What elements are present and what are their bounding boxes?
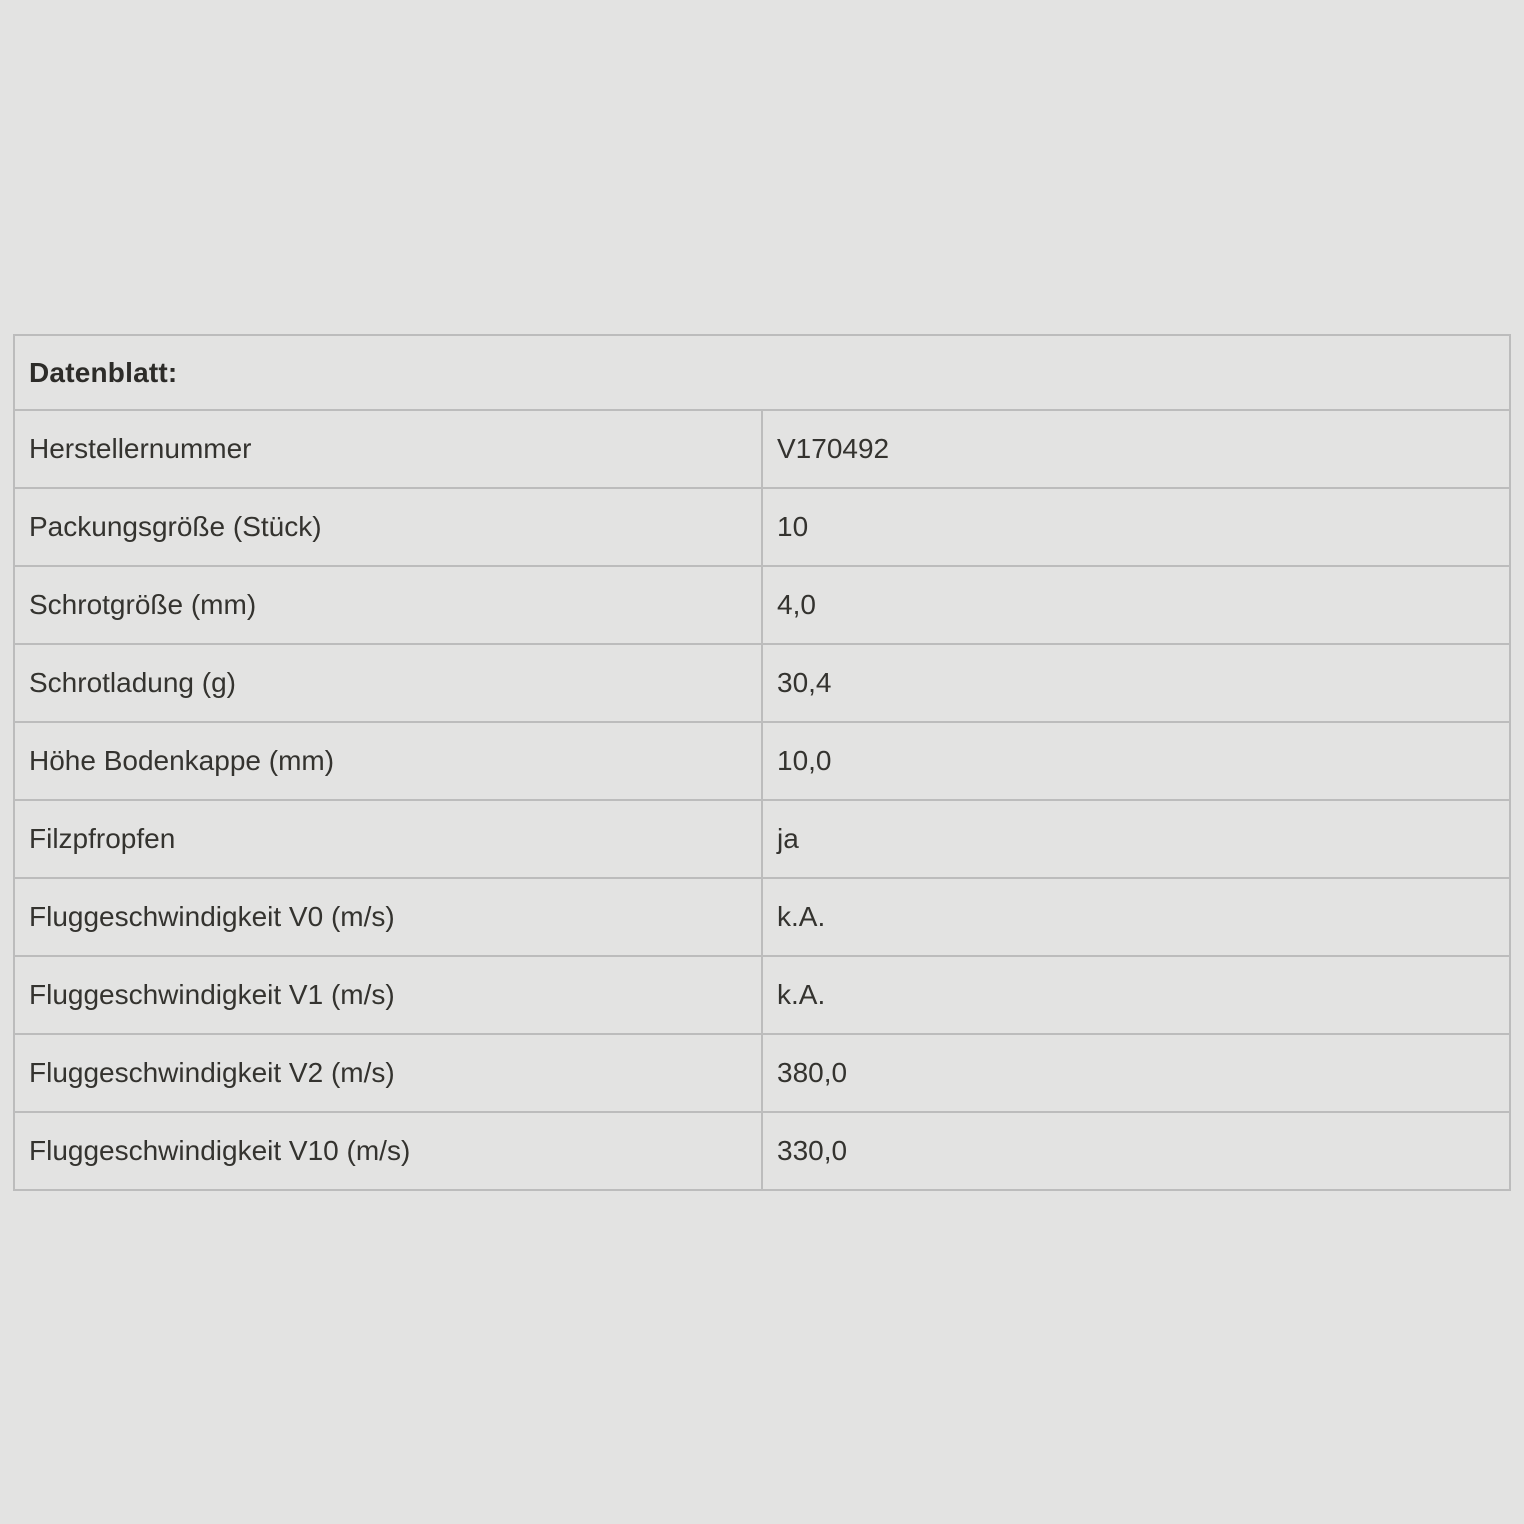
spec-label: Packungsgröße (Stück)	[14, 488, 762, 566]
table-row	[14, 800, 1510, 878]
spec-label: Schrotgröße (mm)	[14, 566, 762, 644]
table-row	[14, 1034, 1510, 1112]
spec-label: Fluggeschwindigkeit V2 (m/s)	[14, 1034, 762, 1112]
spec-value: V170492	[762, 410, 1510, 488]
spec-label: Höhe Bodenkappe (mm)	[14, 722, 762, 800]
spec-value: ja	[762, 800, 1510, 878]
table-row	[14, 566, 1510, 644]
spec-value: 10	[762, 488, 1510, 566]
spec-label: Filzpfropfen	[14, 800, 762, 878]
spec-label: Fluggeschwindigkeit V0 (m/s)	[14, 878, 762, 956]
table-row	[14, 722, 1510, 800]
spec-label: Fluggeschwindigkeit V10 (m/s)	[14, 1112, 762, 1190]
spec-value: 330,0	[762, 1112, 1510, 1190]
spec-label: Schrotladung (g)	[14, 644, 762, 722]
spec-value: k.A.	[762, 878, 1510, 956]
spec-value: 4,0	[762, 566, 1510, 644]
table-row	[14, 410, 1510, 488]
datasheet-table	[13, 334, 1511, 1191]
spec-value: 380,0	[762, 1034, 1510, 1112]
spec-value: 10,0	[762, 722, 1510, 800]
spec-label: Fluggeschwindigkeit V1 (m/s)	[14, 956, 762, 1034]
datasheet-title: Datenblatt:	[14, 335, 1510, 410]
table-row	[14, 644, 1510, 722]
table-row	[14, 1112, 1510, 1190]
datasheet-header-row	[14, 335, 1510, 410]
table-row	[14, 488, 1510, 566]
spec-label: Herstellernummer	[14, 410, 762, 488]
datasheet-section	[13, 334, 1511, 1191]
spec-value: 30,4	[762, 644, 1510, 722]
table-row	[14, 956, 1510, 1034]
spec-value: k.A.	[762, 956, 1510, 1034]
table-row	[14, 878, 1510, 956]
